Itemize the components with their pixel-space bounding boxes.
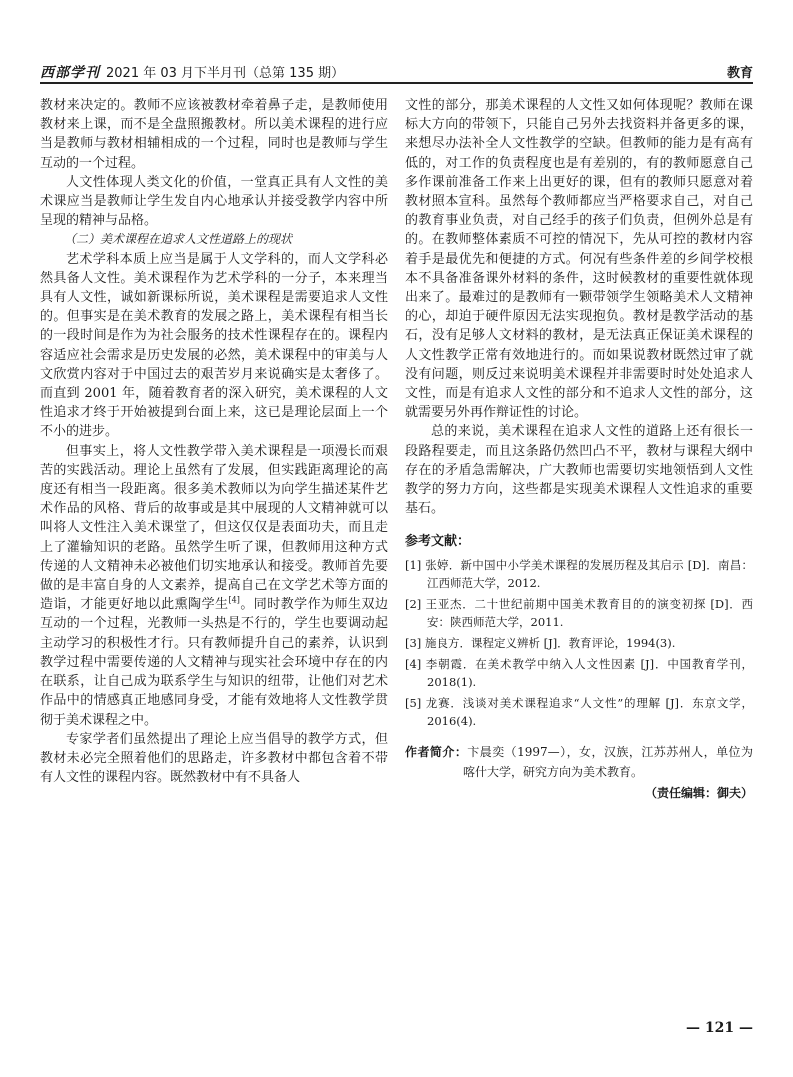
paragraph: 总的来说，美术课程在追求人文性的道路上还有很长一段路程要走，而且这条路仍然凹凸不平，教材与课程大纲中存在的矛盾急需解决，广大教师也需要切实地领悟到人文性教学的努力方向，这些都是实现美术课程人文性追求的重要基石。: [405, 424, 753, 517]
page-header: [40, 60, 753, 84]
page-number: — 121 —: [686, 1020, 753, 1036]
right-column: [405, 96, 753, 803]
reference-item: [5] 龙赛．浅谈对美术课程追求“人文性”的理解 [J]．东京文学，2016(4).: [405, 695, 753, 728]
reference-item: [3] 施良方．课程定义辨析 [J]．教育评论，1994(3).: [405, 635, 676, 650]
paragraph: 文性的部分，那美术课程的人文性又如何体现呢？教师在课标大方向的带领下，只能自己另外去找资料并备更多的课，来想尽办法补全人文性教学的空缺。但教师的能力是有高有低的，对工作的负责程度也是有差别的，有的教师愿意自己多作课前准备工作来上出更好的课，但有的教师只愿意对着教材照本宣科。虽然每个教师都应当严格要求自己，对自己的教育事业负责，对自己经手的孩子们负责，但例外总是有的。在教师整体素质不可控的情况下，先从可控的教材内容着手是最优先和便捷的方式。何况有些条件差的乡间学校根本不具备准备课外材料的条件，这时候教材的重要性就体现出来了。最难过的是教师有一颗带领学生领略美术人文精神的心，却迫于硬件原因无法实现抱负。教材是教学活动的基石，没有足够人文材料的教材，是无法真正保证美术课程的人文性教学正常有效地进行的。而如果说教材既然过审了就没有问题，则反过来说明美术课程并非需要时时处处追求人文性，而是有追求人文性的部分和不追求人文性的部分，这就需要另外再作辩证性的讨论。: [405, 98, 753, 421]
paragraph: 艺术学科本质上应当是属于人文学科的，而人文学科必然具备人文性。美术课程作为艺术学科的一分子，本来理当具有人文性，诚如新课标所说，美术课程是需要追求人文性的。但事实是在美术教育的发展之路上，美术课程有相当长的一段时间是作为为社会服务的技术性课程存在的。课程内容适应社会需求是历史发展的必然，美术课程中的审美与人文欣赏内容对于中国过去的艰苦岁月来说确实是太奢侈了。而直到 2001 年，随着教育者的深入研究，美术课程的人文性追求才终于开始被提到台面上来，这已是理论层面上一个不小的进步。: [40, 251, 388, 440]
reference-item: [1] 张婷．新中国中小学美术课程的发展历程及其启示 [D]．南昌：江西师范大学，2012.: [405, 557, 753, 590]
paragraph: 教材来决定的。教师不应该被教材牵着鼻子走，是教师使用教材来上课，而不是全盘照搬教材。所以美术课程的进行应当是教师与教材相辅相成的一个过程，同时也是教师与学生互动的一个过程。: [40, 98, 388, 171]
journal-logo: 西部学刊: [40, 65, 100, 81]
author-bio-text: 卞晨奕（1997—），女，汉族，江苏苏州人，单位为喀什大学，研究方向为美术教育。: [463, 744, 753, 779]
header-left: [40, 62, 344, 82]
citation-marker: [4]: [228, 595, 240, 605]
reference-item: [2] 王亚杰．二十世纪前期中国美术教育目的的演变初探 [D]．西安：陕西师范大学，2011.: [405, 596, 753, 629]
section-subheading: （二）美术课程在追求人文性道路上的现状: [64, 232, 293, 247]
references-title: 参考文献：: [405, 534, 471, 550]
left-column: [40, 96, 388, 787]
paragraph-text: 但事实上，将人文性教学带入美术课程是一项漫长而艰苦的实践活动。理论上虽然有了发展，但实践距离理论的高度还有相当一段距离。很多美术教师以为向学生描述某件艺术作品的风格、背后的故事或是其中展现的人文精神就可以叫将人文性注入美术课堂了，但这仅仅是表面功夫，而且走上了灌输知识的老路。虽然学生听了课，但教师用这种方式传递的人文精神未必被他们切实地承认和接受。教师首先要做的是丰富自身的人文素养，提高自己在文学艺术等方面的造诣，才能更好地以此熏陶学生: [40, 443, 388, 613]
issue-info: 2021 年 03 月下半月刊（总第 135 期）: [106, 66, 345, 81]
responsible-editor: （责任编辑：御夫）: [644, 785, 753, 800]
paragraph: [40, 442, 388, 730]
paragraph: 人文性体现人类文化的价值，一堂真正具有人文性的美术课应当是教师让学生发自内心地承认并接受教学内容中所呈现的精神与品格。: [40, 174, 388, 229]
reference-item: [4] 李朝霞．在美术教学中纳入人文性因素 [J]．中国教育学刊，2018(1).: [405, 656, 753, 689]
section-label: 教育: [726, 66, 753, 81]
author-bio: [405, 742, 753, 782]
paragraph: 专家学者们虽然提出了理论上应当倡导的教学方式，但教材未必完全照着他们的思路走，许多教材中都包含着不带有人文性的课程内容。既然教材中有不具备人: [40, 731, 388, 786]
author-bio-label: 作者简介：: [405, 744, 468, 759]
paragraph-text: 。同时教学作为师生双边互动的一个过程，光教师一头热是不行的，学生也要调动起主动学习的积极性才行。只有教师提升自己的素养，认识到教学过程中需要传递的人文精神与现实社会环境中存在的内在联系，让自己成为联系学生与知识的纽带，让他们对艺术作品中的情感真正地感同身受，才能有效地将人文性教学贯彻于美术课程之中。: [40, 597, 388, 728]
